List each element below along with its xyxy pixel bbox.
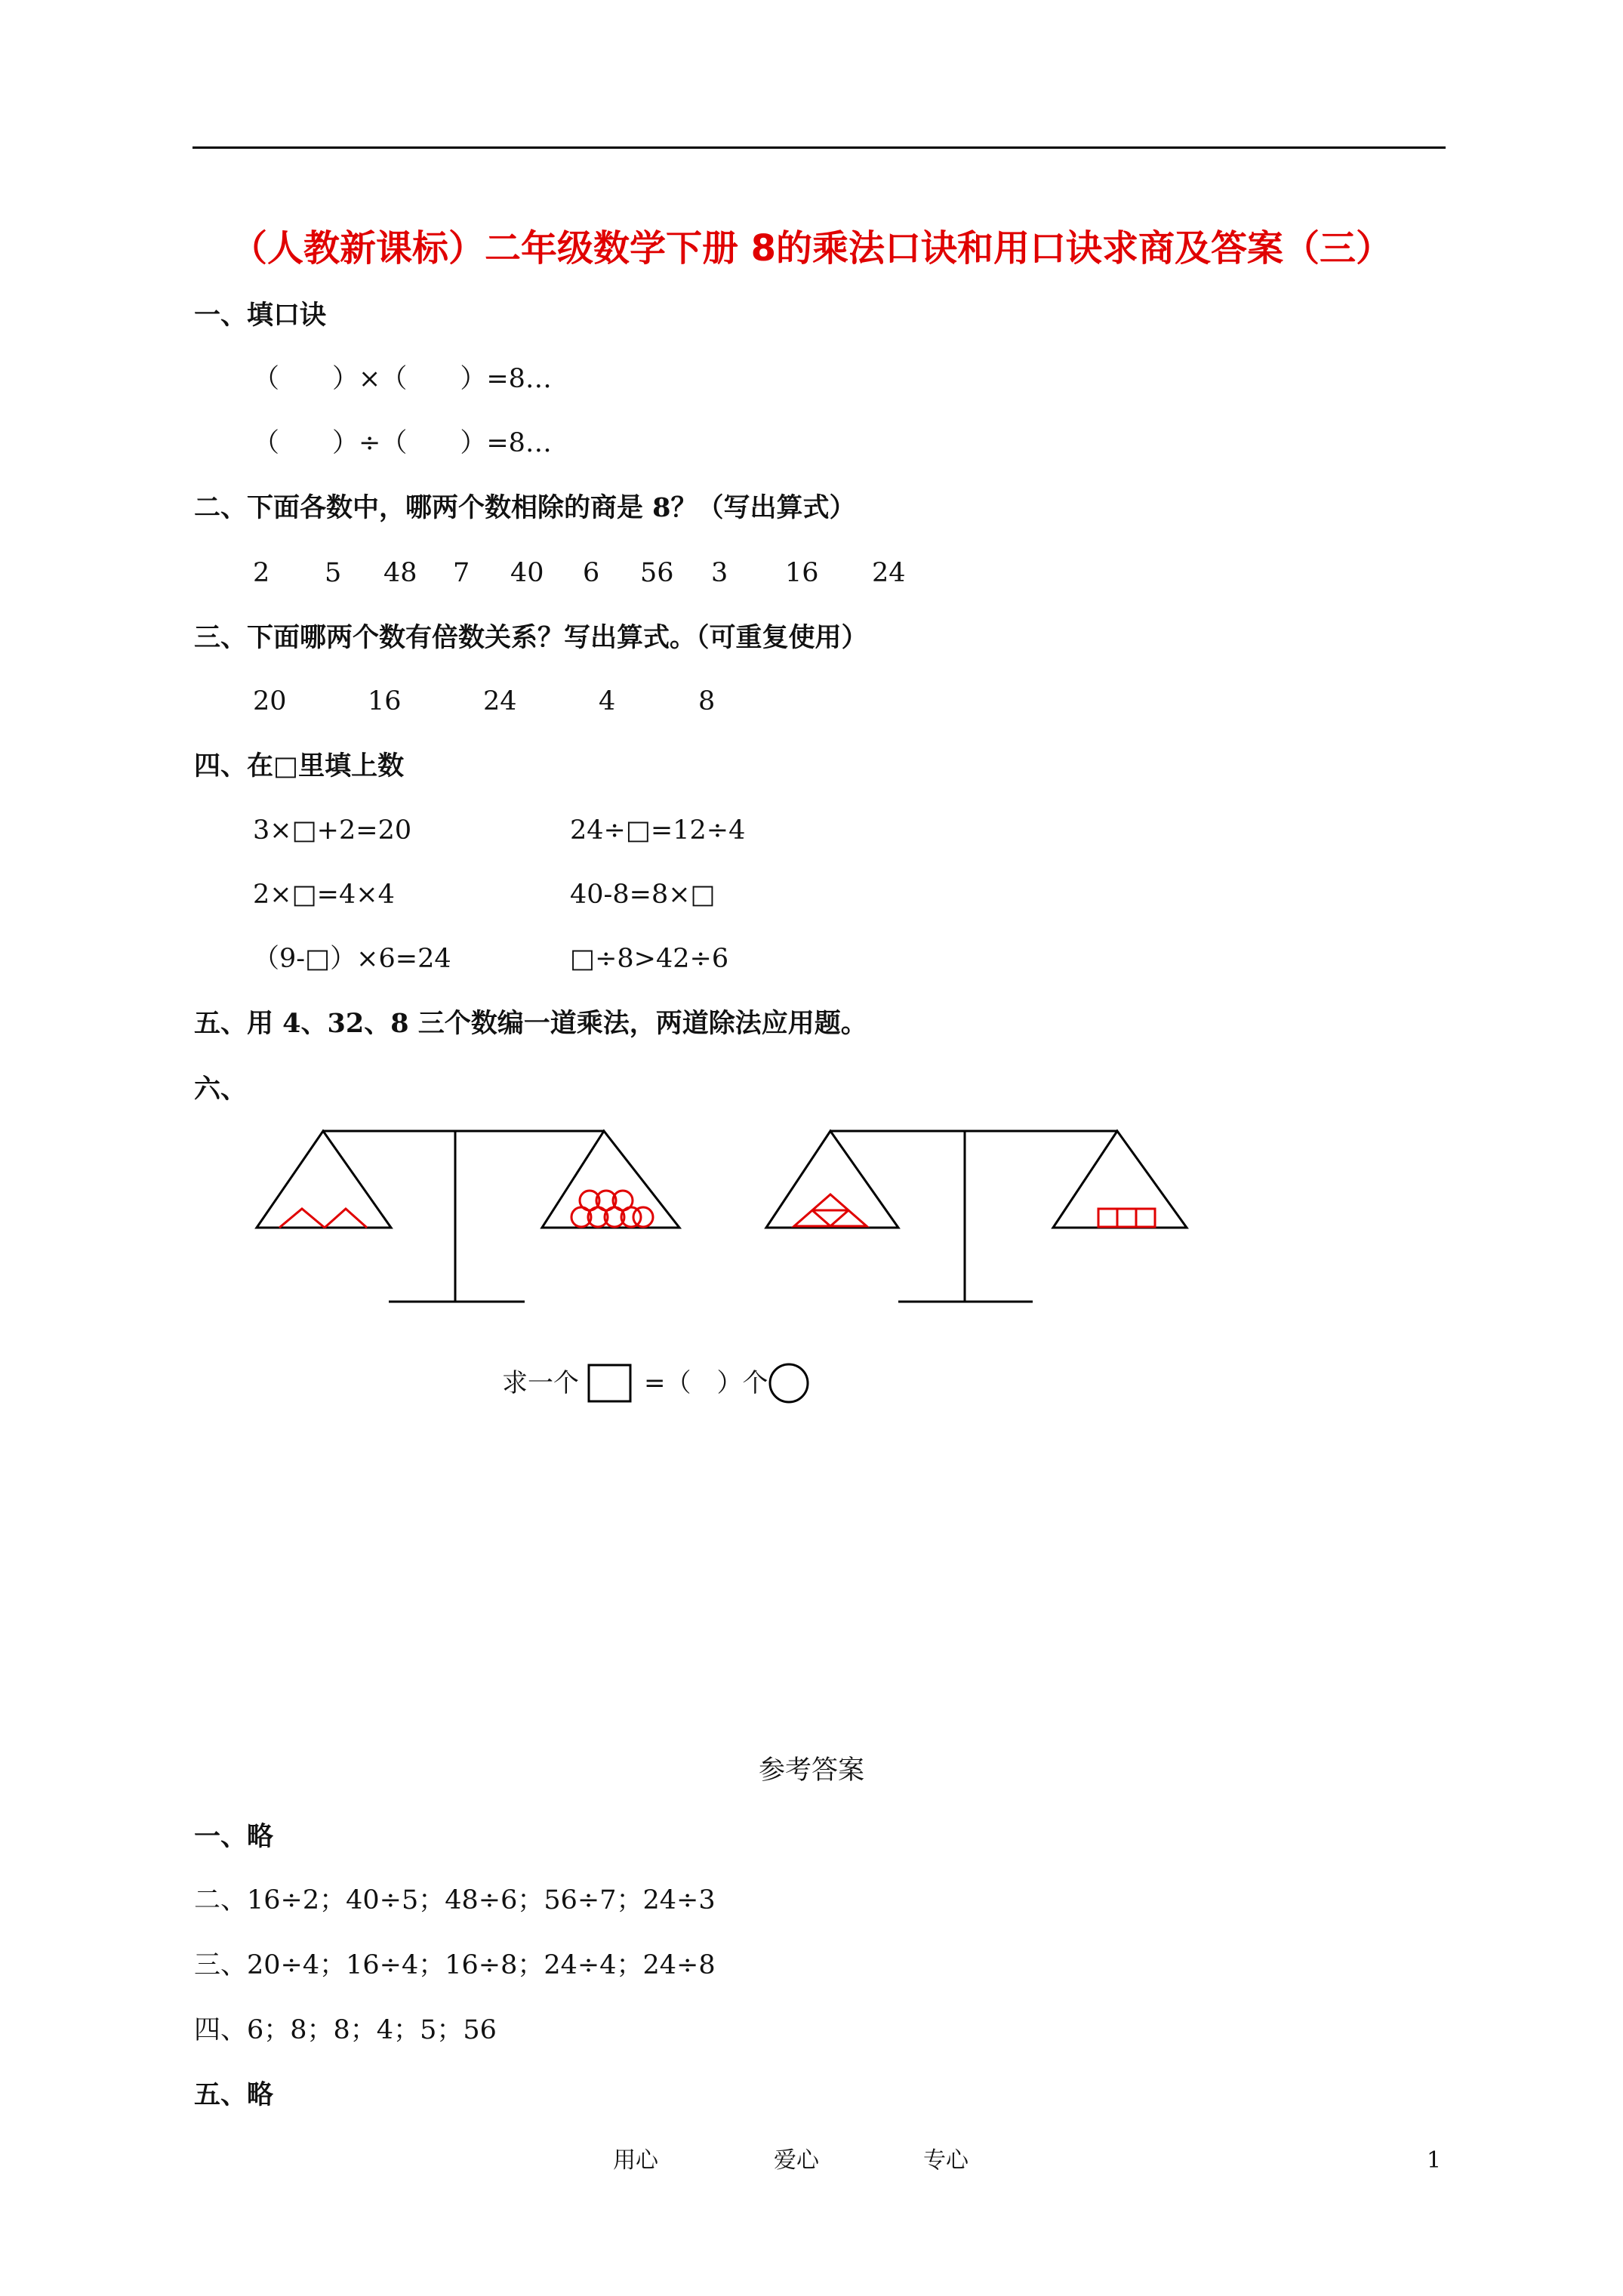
- answer-5: 五、略: [194, 2079, 274, 2110]
- footer-word: 用心: [613, 2147, 658, 2174]
- circle-icon: [633, 1207, 653, 1227]
- page-number: 1: [1427, 2147, 1442, 2174]
- section2-number: 48: [383, 558, 417, 588]
- answers-title: 参考答案: [758, 1755, 864, 1786]
- answer-1: 一、略: [194, 1821, 274, 1852]
- section2-number: 5: [325, 558, 342, 588]
- square-icon: [1098, 1209, 1117, 1227]
- square-icon: [1136, 1209, 1155, 1227]
- section6-heading: 六、: [194, 1074, 248, 1105]
- section1-line1: （ ）×（ ）=8…: [253, 364, 552, 394]
- footer-word: 专心: [923, 2147, 969, 2174]
- section1-heading: 一、填口诀: [194, 300, 327, 331]
- section4-equation: （9-□）×6=24: [253, 944, 451, 974]
- circle-icon: [770, 1364, 808, 1402]
- triangle-icon: [325, 1209, 367, 1228]
- section3-number: 4: [599, 686, 616, 717]
- section2-number: 16: [785, 558, 819, 588]
- square-icon: [1117, 1209, 1136, 1227]
- section2-number: 24: [872, 558, 906, 588]
- answer-2: 二、16÷2；40÷5；48÷6；56÷7；24÷3: [194, 1885, 716, 1915]
- section4-equation: 40-8=8×□: [570, 880, 716, 910]
- section2-number: 6: [583, 558, 600, 588]
- section4-heading: 四、在□里填上数: [194, 750, 405, 781]
- section6-question-equals: =（ ）个: [644, 1368, 768, 1398]
- section4-equation: 24÷□=12÷4: [570, 815, 746, 846]
- section3-number: 8: [698, 686, 716, 717]
- section2-number: 7: [453, 558, 470, 588]
- section3-number: 20: [253, 686, 287, 717]
- square-icon: [589, 1365, 630, 1401]
- answer-3: 三、20÷4；16÷4；16÷8；24÷4；24÷8: [194, 1950, 716, 1980]
- triangle-icon: [279, 1209, 325, 1228]
- section2-number: 56: [640, 558, 674, 588]
- section4-equation: 2×□=4×4: [253, 880, 395, 910]
- section4-equation: 3×□+2=20: [253, 815, 412, 846]
- section2-number: 2: [253, 558, 270, 588]
- page-title: （人教新课标）二年级数学下册 8的乘法口诀和用口诀求商及答案（三）: [230, 227, 1393, 270]
- section5-heading: 五、用 4、32、8 三个数编一道乘法，两道除法应用题。: [194, 1008, 867, 1039]
- answer-4: 四、6；8；8；4；5；56: [194, 2015, 497, 2045]
- section3-heading: 三、下面哪两个数有倍数关系？写出算式。（可重复使用）: [194, 622, 868, 653]
- footer-word: 爱心: [774, 2147, 819, 2174]
- section4-equation: □÷8>42÷6: [570, 944, 729, 974]
- section2-number: 40: [510, 558, 544, 588]
- section6-question-prefix: 求一个: [502, 1368, 579, 1398]
- section1-line2: （ ）÷（ ）=8…: [253, 428, 552, 458]
- section2-heading: 二、下面各数中，哪两个数相除的商是 8？（写出算式）: [194, 492, 856, 523]
- section3-number: 24: [483, 686, 517, 717]
- section3-number: 16: [368, 686, 402, 717]
- section2-number: 3: [711, 558, 728, 588]
